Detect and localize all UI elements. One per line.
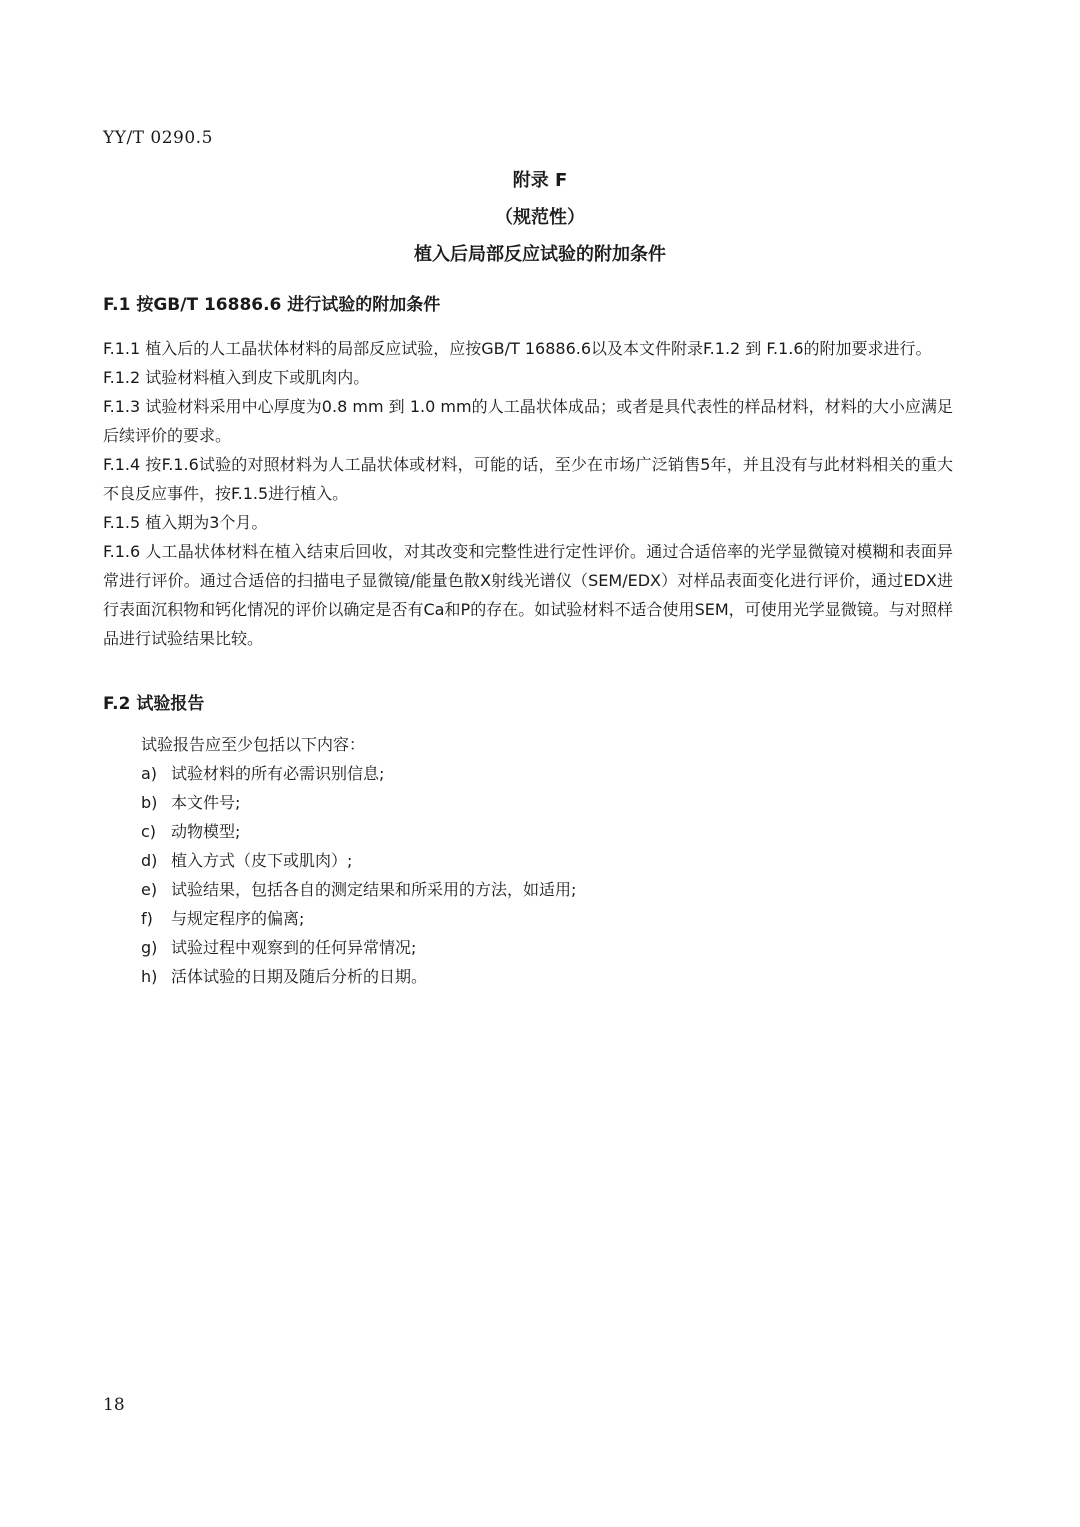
annex-name: 植入后局部反应试验的附加条件 (414, 244, 666, 265)
annex-title: 附录 F (512, 170, 568, 191)
list-item (141, 846, 941, 875)
clause-f1-5: F.1.5 植入期为3个月。 (103, 513, 268, 532)
clause-f1-2: F.1.2 试验材料植入到皮下或肌肉内。 (103, 368, 370, 387)
list-item-text: 与规定程序的偏离; (171, 909, 305, 928)
list-item-text: 试验结果，包括各自的测定结果和所采用的方法，如适用; (171, 880, 577, 899)
section-heading-f2: F.2 试验报告 (103, 694, 205, 714)
clause-f1-6: F.1.6 人工晶状体材料在植入结束后回收，对其改变和完整性进行定性评价。通过合适倍率的光学显微镜对模糊和表面异常进行评价。通过合适倍的扫描电子显微镜/能量色散X射线光谱仪（SEM/EDX）对样品表面变化进行评价，通过EDX进行表面沉积物和钙化情况的评价以确定是否有Ca和P的存在。如试验材料不适合使用SEM，可使用光学显微镜。与对照样品进行试验结果比较。 (103, 542, 953, 648)
list-item (141, 759, 941, 788)
list-marker: f) (141, 909, 153, 928)
list-item-text: 试验材料的所有必需识别信息; (171, 764, 385, 783)
list-item (141, 817, 941, 846)
clause-f1-1: F.1.1 植入后的人工晶状体材料的局部反应试验，应按GB/T 16886.6以及本文件附录F.1.2 到 F.1.6的附加要求进行。 (103, 339, 932, 358)
document-code: YY/T 0290.5 (103, 128, 213, 148)
section-f2-body (141, 730, 941, 991)
list-marker: h) (141, 967, 158, 986)
list-marker: a) (141, 764, 158, 783)
section-heading-f1: F.1 按GB/T 16886.6 进行试验的附加条件 (103, 295, 441, 315)
list-marker: c) (141, 822, 157, 841)
list-marker: b) (141, 793, 158, 812)
list-item-text: 动物模型; (171, 822, 241, 841)
list-marker: g) (141, 938, 158, 957)
section-f1-body (103, 334, 953, 653)
list-item (141, 788, 941, 817)
list-item-text: 试验过程中观察到的任何异常情况; (171, 938, 417, 957)
clause-f1-3: F.1.3 试验材料采用中心厚度为0.8 mm 到 1.0 mm的人工晶状体成品；或者是具代表性的样品材料，材料的大小应满足后续评价的要求。 (103, 397, 953, 445)
list-item-text: 植入方式（皮下或肌肉）; (171, 851, 353, 870)
list-item (141, 962, 941, 991)
list-item (141, 904, 941, 933)
list-marker: e) (141, 880, 158, 899)
list-item (141, 875, 941, 904)
page-number: 18 (103, 1395, 125, 1415)
report-items-list (141, 759, 941, 991)
clause-f1-4: F.1.4 按F.1.6试验的对照材料为人工晶状体或材料，可能的话，至少在市场广泛销售5年，并且没有与此材料相关的重大不良反应事件，按F.1.5进行植入。 (103, 455, 953, 503)
list-item-text: 本文件号; (171, 793, 241, 812)
list-marker: d) (141, 851, 158, 870)
annex-nature: （规范性） (495, 207, 585, 228)
list-item-text: 活体试验的日期及随后分析的日期。 (171, 967, 428, 986)
report-intro: 试验报告应至少包括以下内容： (141, 735, 366, 754)
list-item (141, 933, 941, 962)
